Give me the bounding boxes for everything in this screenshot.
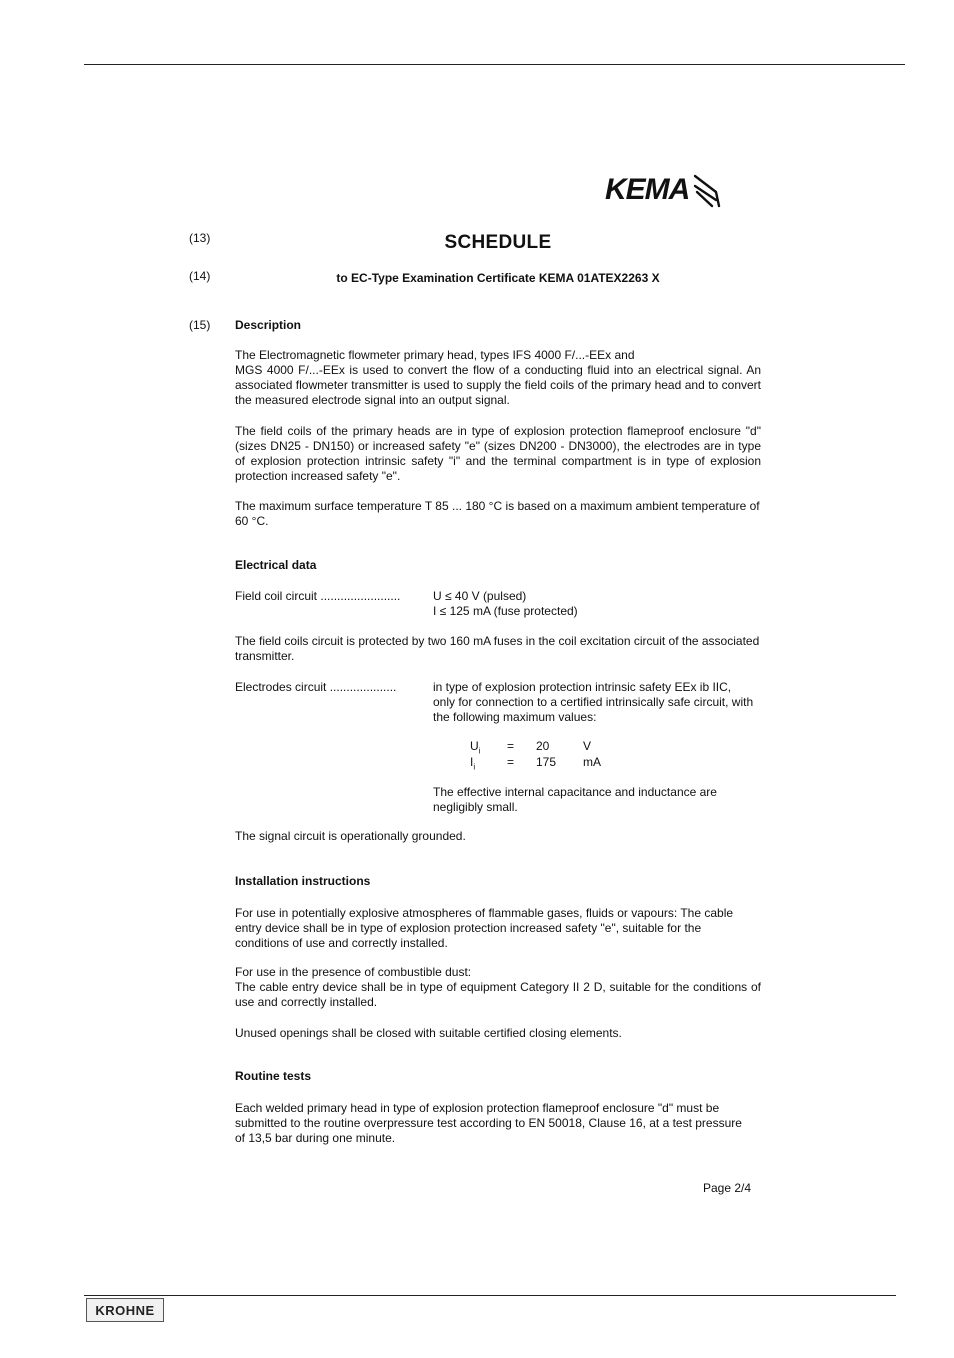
schedule-title: [0, 232, 954, 254]
krohne-logo: [86, 1298, 164, 1322]
max-current-row: [470, 755, 670, 771]
description-paragraph-3: The maximum surface temperature T 85 ... 180 °C is based on a maximum ambient temperature of 60 °C.: [235, 499, 760, 528]
installation-dust-rest: The cable entry device shall be in type of equipment Category II 2 D, suitable for the conditions of use and correctly installed.: [235, 980, 761, 1009]
kema-logo-text: KEMA: [605, 173, 690, 206]
voltage-value: 20: [536, 739, 550, 753]
description-paragraph-2: The field coils of the primary heads are in type of explosion protection flameproof enclosure "d" (sizes DN25 - DN150) or increased safety "e" (sizes DN200 - DN3000), the electrodes are in type of explosion protection intrinsic safety "i" and the terminal compartment is in type of explosion protection increased safety "e".: [235, 424, 761, 483]
electrodes-text: in type of explosion protection intrinsic safety EEx ib IIC, only for connection to a certified intrinsically safe circuit, with the following maximum values:: [433, 680, 754, 724]
electrodes-label: Electrodes circuit ....................: [235, 680, 397, 694]
bottom-rule: [84, 1295, 896, 1296]
field-coil-values: [433, 589, 753, 619]
current-unit: mA: [583, 755, 601, 769]
max-values-table: [470, 739, 670, 773]
description-heading: Description: [235, 318, 302, 332]
krohne-logo-text: KROHNE: [95, 1302, 155, 1318]
field-coil-label: Field coil circuit ........................: [235, 589, 401, 603]
routine-tests-heading: Routine tests: [235, 1069, 312, 1083]
top-rule: [84, 64, 905, 65]
voltage-symbol: $U_i$: [470, 739, 481, 756]
page-number: Page 2/4: [703, 1181, 752, 1195]
voltage-equals: =: [507, 739, 515, 753]
kema-logo: [605, 168, 745, 212]
description-paragraph-1-rest: MGS 4000 F/...-EEx is used to convert the flow of a conducting fluid into an electrical signal. An associated flowmeter transmitter is used to supply the field coils of the primary head and to convert the measured electrode signal into an output signal.: [235, 363, 761, 407]
field-coil-voltage: U ≤ 40 V (pulsed): [433, 589, 527, 603]
kema-lightning-icon: [692, 172, 722, 208]
electrical-data-heading: Electrical data: [235, 558, 317, 572]
current-symbol: $I_i$: [470, 755, 476, 772]
certificate-ref-text: to EC-Type Examination Certificate KEMA 01ATEX2263 X: [336, 271, 660, 285]
certificate-ref: [0, 269, 954, 287]
max-voltage-row: [470, 739, 670, 755]
installation-dust: [235, 965, 761, 1010]
grounded-note: The signal circuit is operationally grounded.: [235, 829, 466, 843]
installation-dust-line1: For use in the presence of combustible dust:: [235, 965, 472, 979]
field-coil-note: The field coils circuit is protected by two 160 mA fuses in the coil excitation circuit of the associated transmitter.: [235, 634, 760, 663]
voltage-unit: V: [583, 739, 592, 753]
installation-gases: For use in potentially explosive atmospheres of flammable gases, fluids or vapours: The cable entry device shall be in type of explosion protection increased safety "e", suitable for the conditions of use and correctly installed.: [235, 906, 734, 950]
section-13-number: (13): [189, 231, 211, 245]
description-paragraph-1-line1: The Electromagnetic flowmeter primary head, types IFS 4000 F/...-EEx and: [235, 348, 635, 362]
installation-heading: Installation instructions: [235, 874, 371, 888]
routine-tests-text: Each welded primary head in type of explosion protection flameproof enclosure "d" must be submitted to the routine overpressure test according to EN 50018, Clause 16, at a test pressure of 13,5 bar during one minute.: [235, 1101, 742, 1145]
field-coil-current: I ≤ 125 mA (fuse protected): [433, 604, 578, 618]
current-equals: =: [507, 755, 515, 769]
installation-unused: Unused openings shall be closed with suitable certified closing elements.: [235, 1026, 622, 1040]
schedule-title-text: SCHEDULE: [444, 232, 552, 253]
capacitance-note: The effective internal capacitance and inductance are negligibly small.: [433, 785, 717, 814]
section-15-number: (15): [189, 318, 211, 332]
current-value: 175: [536, 755, 557, 769]
section-14-number: (14): [189, 269, 211, 283]
description-paragraph-1: [235, 348, 761, 408]
